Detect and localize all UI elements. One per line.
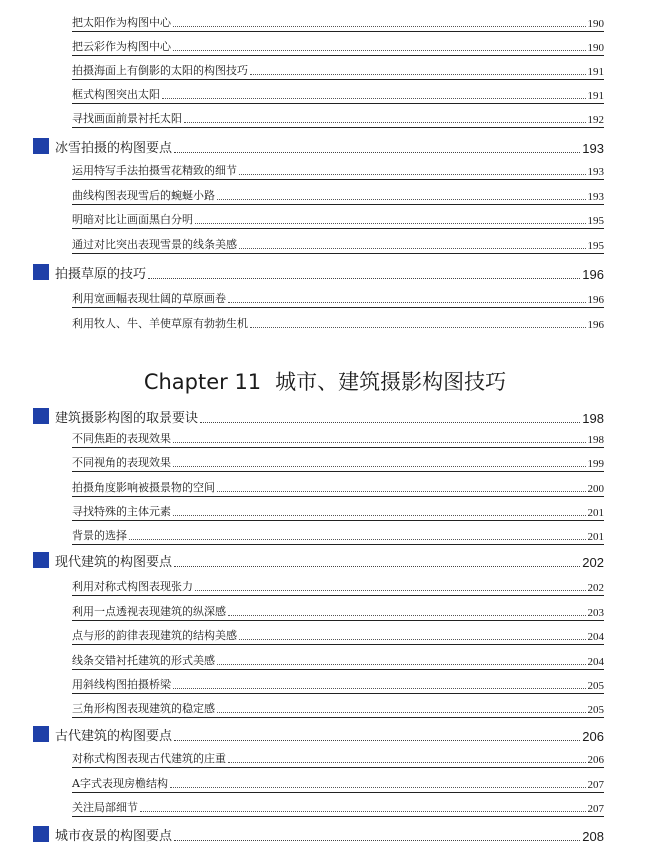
chapter-heading xyxy=(0,366,650,396)
entry-title: 不同焦距的表现效果 xyxy=(72,432,171,445)
entry-page: 193 xyxy=(587,191,604,203)
section-title: 冰雪拍摄的构图要点 xyxy=(55,141,173,156)
entry-page: 193 xyxy=(587,166,604,178)
dot-leader xyxy=(195,222,586,224)
toc-entry[interactable] xyxy=(72,497,604,519)
toc-section-ancient[interactable] xyxy=(33,720,604,744)
rule xyxy=(72,595,604,596)
section-title: 现代建筑的构图要点 xyxy=(55,555,173,570)
toc-entry[interactable] xyxy=(72,56,604,78)
dot-leader xyxy=(200,421,580,423)
toc-entry[interactable] xyxy=(72,473,604,495)
blue-square-icon xyxy=(33,826,49,842)
dot-leader xyxy=(173,687,586,689)
toc-entry[interactable] xyxy=(72,744,604,766)
toc-entry[interactable] xyxy=(72,230,604,252)
rule xyxy=(72,816,604,817)
entry-title: 把太阳作为构图中心 xyxy=(72,16,171,29)
toc-entry[interactable] xyxy=(72,181,604,203)
section-page: 206 xyxy=(582,729,604,744)
entry-title: 利用对称式构图表现张力 xyxy=(72,580,193,593)
dot-leader xyxy=(174,565,580,567)
entry-title: 点与形的韵律表现建筑的结构美感 xyxy=(72,629,237,642)
entry-page: 190 xyxy=(587,42,604,54)
dot-leader xyxy=(129,538,586,540)
dot-leader xyxy=(148,277,580,279)
dot-leader xyxy=(140,810,586,812)
dot-leader xyxy=(250,73,586,75)
dot-leader xyxy=(184,121,586,123)
entry-page: 190 xyxy=(587,18,604,30)
dot-leader xyxy=(173,49,586,51)
rule xyxy=(72,544,604,545)
dot-leader xyxy=(162,97,586,99)
toc-entry[interactable] xyxy=(72,156,604,178)
entry-title: 拍摄海面上有倒影的太阳的构图技巧 xyxy=(72,64,248,77)
section-page: 208 xyxy=(582,829,604,844)
entry-title: 框式构图突出太阳 xyxy=(72,88,160,101)
entry-page: 196 xyxy=(587,294,604,306)
entry-page: 207 xyxy=(587,779,604,791)
section-page: 196 xyxy=(582,267,604,282)
dot-leader xyxy=(173,441,586,443)
dot-leader xyxy=(173,465,586,467)
entry-page: 195 xyxy=(587,215,604,227)
blue-square-icon xyxy=(33,264,49,280)
entry-title: 拍摄角度影响被摄景物的空间 xyxy=(72,481,215,494)
toc-entry[interactable] xyxy=(72,448,604,470)
entry-title: 曲线构图表现雪后的蜿蜒小路 xyxy=(72,189,215,202)
entry-title: 不同视角的表现效果 xyxy=(72,456,171,469)
entry-title: 运用特写手法拍摄雪花精致的细节 xyxy=(72,164,237,177)
dot-leader xyxy=(217,711,586,713)
toc-entry[interactable] xyxy=(72,32,604,54)
section-page: 202 xyxy=(582,555,604,570)
rule xyxy=(72,717,604,718)
entry-page: 198 xyxy=(587,434,604,446)
entry-title: 把云彩作为构图中心 xyxy=(72,40,171,53)
dot-leader xyxy=(228,761,586,763)
entry-title: 明暗对比让画面黑白分明 xyxy=(72,213,193,226)
toc-entry[interactable] xyxy=(72,694,604,716)
toc-entry[interactable] xyxy=(72,793,604,815)
entry-title: 寻找特殊的主体元素 xyxy=(72,505,171,518)
entry-title: 线条交错衬托建筑的形式美感 xyxy=(72,654,215,667)
entry-page: 202 xyxy=(587,582,604,594)
toc-entry[interactable] xyxy=(72,80,604,102)
rule xyxy=(72,767,604,768)
entry-title: 背景的选择 xyxy=(72,529,127,542)
entry-page: 191 xyxy=(587,90,604,102)
entry-title: 寻找画面前景衬托太阳 xyxy=(72,112,182,125)
section-title: 古代建筑的构图要点 xyxy=(55,729,173,744)
dot-leader xyxy=(217,490,586,492)
toc-entry[interactable] xyxy=(72,646,604,668)
entry-title: A字式表现房檐结构 xyxy=(72,777,168,790)
entry-page: 191 xyxy=(587,66,604,78)
entry-page: 201 xyxy=(587,507,604,519)
rule xyxy=(72,127,604,128)
toc-section-grassland[interactable] xyxy=(33,258,604,282)
entry-page: 205 xyxy=(587,680,604,692)
toc-entry[interactable] xyxy=(72,597,604,619)
entry-page: 205 xyxy=(587,704,604,716)
entry-page: 204 xyxy=(587,631,604,643)
toc-entry[interactable] xyxy=(72,621,604,643)
rule xyxy=(72,644,604,645)
dot-leader xyxy=(239,638,586,640)
rule xyxy=(72,471,604,472)
chapter-title: 城市、建筑摄影构图技巧 xyxy=(275,370,507,394)
toc-entry[interactable] xyxy=(72,8,604,30)
dot-leader xyxy=(217,198,586,200)
entry-title: 关注局部细节 xyxy=(72,801,138,814)
toc-section-snow[interactable] xyxy=(33,132,604,156)
entry-title: 三角形构图表现建筑的稳定感 xyxy=(72,702,215,715)
dot-leader xyxy=(228,614,586,616)
toc-entry[interactable] xyxy=(72,104,604,126)
entry-page: 192 xyxy=(587,114,604,126)
entry-title: 对称式构图表现古代建筑的庄重 xyxy=(72,752,226,765)
dot-leader xyxy=(173,25,586,27)
entry-title: 用斜线构图拍摄桥梁 xyxy=(72,678,171,691)
entry-page: 199 xyxy=(587,458,604,470)
toc-section-framing[interactable] xyxy=(33,402,604,426)
dot-leader xyxy=(170,786,586,788)
entry-page: 200 xyxy=(587,483,604,495)
dot-leader xyxy=(195,589,586,591)
dot-leader xyxy=(174,151,580,153)
blue-square-icon xyxy=(33,552,49,568)
entry-page: 204 xyxy=(587,656,604,668)
entry-page: 195 xyxy=(587,240,604,252)
rule xyxy=(72,179,604,180)
toc-entry[interactable] xyxy=(72,572,604,594)
toc-entry[interactable] xyxy=(72,521,604,543)
dot-leader xyxy=(174,839,580,841)
toc-section-modern[interactable] xyxy=(33,546,604,570)
rule xyxy=(72,307,604,308)
toc-entry[interactable] xyxy=(72,284,604,306)
rule xyxy=(72,228,604,229)
blue-square-icon xyxy=(33,408,49,424)
toc-entry[interactable] xyxy=(72,769,604,791)
entry-page: 203 xyxy=(587,607,604,619)
chapter-number: Chapter 11 xyxy=(143,370,262,394)
entry-title: 利用宽画幅表现壮阔的草原画卷 xyxy=(72,292,226,305)
toc-entry[interactable] xyxy=(72,205,604,227)
dot-leader xyxy=(174,739,580,741)
entry-page: 206 xyxy=(587,754,604,766)
section-page: 198 xyxy=(582,411,604,426)
dot-leader xyxy=(239,173,586,175)
toc-entry[interactable] xyxy=(72,424,604,446)
blue-square-icon xyxy=(33,726,49,742)
rule xyxy=(72,253,604,254)
section-title: 建筑摄影构图的取景要诀 xyxy=(55,411,199,426)
dot-leader xyxy=(250,326,586,328)
entry-title: 利用一点透视表现建筑的纵深感 xyxy=(72,605,226,618)
section-title: 城市夜景的构图要点 xyxy=(55,829,173,844)
entry-page: 207 xyxy=(587,803,604,815)
dot-leader xyxy=(173,514,586,516)
toc-section-night[interactable] xyxy=(33,820,604,844)
entry-title: 利用牧人、牛、羊使草原有勃勃生机 xyxy=(72,317,248,330)
section-page: 193 xyxy=(582,141,604,156)
dot-leader xyxy=(228,301,586,303)
toc-entry[interactable] xyxy=(72,670,604,692)
toc-entry[interactable] xyxy=(72,309,604,331)
blue-square-icon xyxy=(33,138,49,154)
section-title: 拍摄草原的技巧 xyxy=(55,267,147,282)
dot-leader xyxy=(217,663,586,665)
entry-title: 通过对比突出表现雪景的线条美感 xyxy=(72,238,237,251)
entry-page: 196 xyxy=(587,319,604,331)
dot-leader xyxy=(239,247,586,249)
entry-page: 201 xyxy=(587,531,604,543)
